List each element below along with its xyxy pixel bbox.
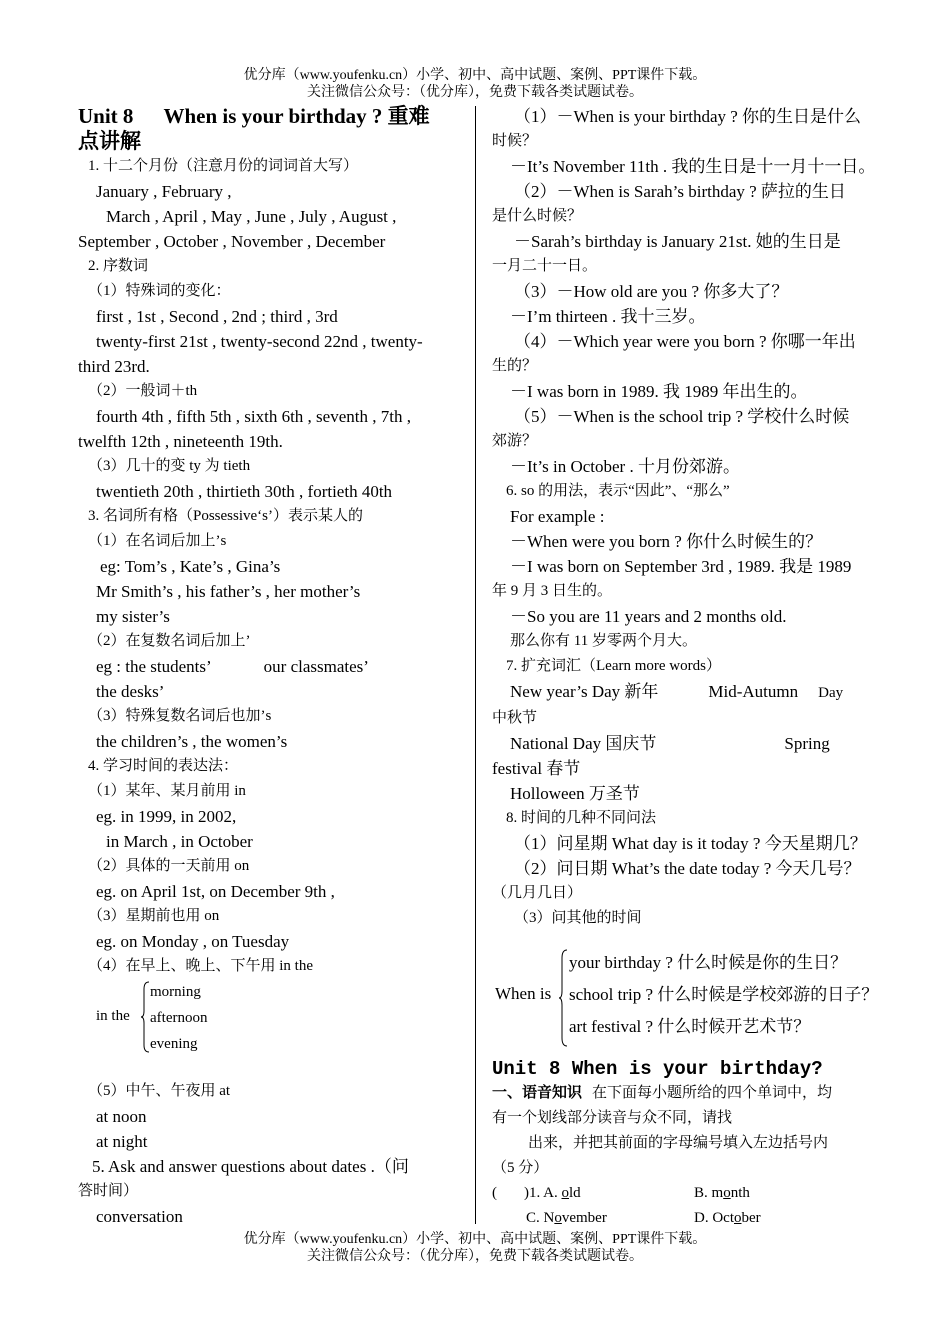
example-line-5: 那么你有 11 岁零两个月大。 [510, 633, 697, 649]
vocab-line-2: 中秋节 [492, 710, 538, 726]
when-is-label: When is [495, 984, 552, 1003]
option-a-rest: ld [569, 1185, 581, 1201]
question-1-number: )1. A. [524, 1185, 562, 1201]
ordinal-line-2: twenty-first 21st , twenty-second 22nd , twenty- [96, 332, 423, 351]
option-c-rest: vember [561, 1210, 607, 1226]
dialog-4-a: －I was born in 1989. 我 1989 年出生的。 [510, 382, 808, 401]
in-the-brace-group [78, 979, 462, 1055]
vocab-line-1 [492, 679, 877, 706]
option-c-pre: C. N [526, 1210, 555, 1226]
option-c [526, 1206, 607, 1231]
question-1-label [524, 1181, 581, 1206]
part-1-instruction-3: 出来，并把其前面的字母编号填入左边括号内 [528, 1135, 829, 1151]
dialog-2-q: （2）－When is Sarah’s birthday ? 萨拉的生日 [514, 182, 846, 201]
dialog-2-a-cont: 一月二十一日。 [492, 258, 598, 274]
time-line-2: in March , in October [106, 832, 253, 851]
dialog-2-a: －Sarah’s birthday is January 21st. 她的生日是 [514, 232, 841, 251]
vocab-line-5: Holloween 万圣节 [510, 784, 640, 803]
question-1-row-2 [492, 1206, 877, 1231]
part-1-label: 一、语音知识 [492, 1085, 583, 1101]
option-your-birthday: your birthday ? 什么时候是你的生日？ [569, 953, 848, 972]
section-5-text: 5. Ask and answer questions about dates .（问 [92, 1157, 409, 1176]
option-b-pre: B. m [694, 1185, 724, 1201]
brace-icon [140, 981, 150, 1053]
section-4-4: （4）在早上、晚上、下午用 in the [88, 958, 313, 974]
section-1-heading: 1. 十二个月份（注意月份的词词首大写） [88, 158, 359, 174]
section-2-3: （3）几十的变 ty 为 tieth [88, 458, 251, 474]
ask-date-cont: （几月几日） [492, 885, 583, 901]
possessive-line-4 [78, 654, 462, 679]
time-line-4: eg. on Monday , on Tuesday [96, 932, 290, 951]
section-2-heading: 2. 序数词 [88, 258, 149, 274]
example-line-3: 年 9 月 3 日生的。 [492, 583, 613, 599]
title-main: When is your birthday ? 重难 [163, 104, 430, 128]
dialog-5-q-cont: 郊游？ [492, 433, 538, 449]
section-4-1: （1）某年、某月前用 in [88, 783, 246, 799]
answer-bracket-open[interactable]: ( [492, 1185, 497, 1201]
section-4-5: （5）中午、午夜用 at [88, 1083, 231, 1099]
example-label: For example : [510, 507, 605, 526]
when-is-brace-group [492, 947, 877, 1051]
ordinal-line-3: third 23rd. [78, 357, 150, 376]
section-4-heading: 4. 学习时间的表达法： [88, 758, 239, 774]
footer-line-2: 关注微信公众号：（优分库），免费下载各类试题试卷。 [307, 1249, 643, 1264]
option-morning: morning [150, 984, 201, 1000]
vocab-spring: Spring [784, 734, 830, 753]
part-1-score: （5 分） [492, 1160, 549, 1176]
section-3-heading: 3. 名词所有格（Possessive‘s’）表示某人的 [88, 508, 364, 524]
dialog-2-q-cont: 是什么时候？ [492, 208, 583, 224]
header-line-2: 关注微信公众号：（优分库），免费下载各类试题试卷。 [307, 85, 643, 100]
option-afternoon: afternoon [150, 1010, 208, 1026]
option-evening: evening [150, 1036, 198, 1052]
section-4-3: （3）星期前也用 on [88, 908, 220, 924]
section-6-heading: 6. so 的用法，表示“因此”、“那么” [506, 483, 730, 499]
in-the-options [150, 979, 207, 1057]
possessive-line-6: the children’s , the women’s [96, 732, 288, 751]
option-d-pre: D. Oct [694, 1210, 734, 1226]
ordinal-line-5: twelfth 12th , nineteenth 19th. [78, 432, 283, 451]
vocab-national-day: National Day 国庆节 [510, 734, 657, 753]
section-3-2: （2）在复数名词后加上’ [88, 633, 251, 649]
dialog-1-a: －It’s November 11th . 我的生日是十一月十一日。 [510, 157, 876, 176]
option-b-underlined: o [723, 1185, 731, 1201]
page-footer [0, 1231, 950, 1265]
possessive-classmates: our classmates’ [263, 657, 369, 676]
part-1-text: 在下面每小题所给的四个单词中，均 [592, 1085, 833, 1101]
section-7-heading: 7. 扩充词汇（Learn more words） [506, 658, 721, 674]
page-title-cont: 点讲解 [78, 129, 141, 153]
option-b [694, 1181, 750, 1206]
part-1-instruction [492, 1081, 877, 1106]
column-divider [475, 106, 476, 1224]
section-3-3: （3）特殊复数名词后也加’s [88, 708, 272, 724]
possessive-students: eg : the students’ [96, 657, 212, 676]
title-unit: Unit 8 [78, 104, 134, 128]
conversation-label: conversation [96, 1207, 183, 1226]
brace-icon [558, 949, 568, 1047]
option-b-rest: nth [730, 1185, 750, 1201]
section-5-heading [78, 1154, 462, 1179]
dialog-1-q: （1）－When is your birthday ? 你的生日是什么 [514, 107, 862, 126]
header-line-1: 优分库（www.youfenku.cn）小学、初中、高中试题、案例、PPT课件下载。 [243, 68, 707, 83]
months-line-3: September , October , November , December [78, 232, 386, 251]
possessive-line-3: my sister’s [96, 607, 170, 626]
possessive-line-5: the desks’ [96, 682, 165, 701]
months-line-1: January , February , [96, 182, 232, 201]
dialog-3-a: －I’m thirteen . 我十三岁。 [510, 307, 706, 326]
dialog-5-q: （5）－When is the school trip ? 学校什么时候 [514, 407, 850, 426]
ordinal-line-4: fourth 4th , fifth 5th , sixth 6th , seventh , 7th , [96, 407, 411, 426]
dialog-1-q-cont: 时候？ [492, 133, 538, 149]
ask-day: （1）问星期 What day is it today ? 今天星期几？ [514, 834, 867, 853]
when-is-options [569, 947, 878, 1043]
in-the-label: in the [96, 1008, 130, 1024]
ordinal-line-6: twentieth 20th , thirtieth 30th , fortieth 40th [96, 482, 393, 501]
section-2-2: （2）一般词＋th [88, 383, 198, 399]
part-1-instruction-2: 有一个划线部分读音与众不同，请找 [492, 1110, 733, 1126]
example-line-4: －So you are 11 years and 2 months old. [510, 607, 787, 626]
option-d-underlined: o [734, 1210, 742, 1226]
example-line-2: －I was born on September 3rd , 1989. 我是 1989 [510, 557, 852, 576]
time-line-1: eg. in 1999, in 2002, [96, 807, 237, 826]
option-art-festival: art festival ? 什么时候开艺术节？ [569, 1017, 811, 1036]
dialog-4-q-cont: 生的？ [492, 358, 538, 374]
dialog-3-q: （3）－How old are you ? 你多大了？ [514, 282, 789, 301]
option-c-underlined: o [554, 1210, 562, 1226]
dialog-5-a: －It’s in October . 十月份郊游。 [510, 457, 740, 476]
time-line-5: at noon [96, 1107, 147, 1126]
ask-date: （2）问日期 What’s the date today ? 今天几号？ [514, 859, 861, 878]
footer-line-1: 优分库（www.youfenku.cn）小学、初中、高中试题、案例、PPT课件下载。 [243, 1232, 707, 1247]
left-column [78, 104, 462, 1229]
vocab-line-3 [492, 731, 877, 756]
section-8-heading: 8. 时间的几种不同问法 [506, 810, 657, 826]
example-line-1: －When were you born ? 你什么时候生的？ [510, 532, 823, 551]
option-a-underlined: o [561, 1185, 569, 1201]
vocab-day: Day [818, 685, 844, 701]
section-3-1: （1）在名词后加上’s [88, 533, 227, 549]
exercise-title: Unit 8 When is your birthday? [492, 1058, 823, 1080]
option-d [694, 1206, 761, 1231]
vocab-new-year: New year’s Day 新年 [510, 682, 659, 701]
page-header [0, 67, 950, 101]
ask-other: （3）问其他的时间 [514, 910, 642, 926]
vocab-line-4: festival 春节 [492, 759, 581, 778]
months-line-2: March , April , May , June , July , August , [106, 207, 397, 226]
time-line-3: eg. on April 1st, on December 9th , [96, 882, 335, 901]
option-school-trip: school trip ? 什么时候是学校郊游的日子？ [569, 985, 879, 1004]
option-d-rest: ber [741, 1210, 761, 1226]
dialog-4-q: （4）－Which year were you born ? 你哪一年出 [514, 332, 856, 351]
question-1-row-1 [492, 1181, 877, 1206]
ordinal-line-1: first , 1st , Second , 2nd ; third , 3rd [96, 307, 338, 326]
vocab-mid-autumn: Mid-Autumn [708, 682, 799, 701]
section-5-cont: 答时间） [78, 1183, 139, 1199]
page-title [78, 104, 462, 129]
possessive-line-2: Mr Smith’s , his father’s , her mother’s [96, 582, 361, 601]
possessive-line-1: eg: Tom’s , Kate’s , Gina’s [100, 557, 281, 576]
time-line-6: at night [96, 1132, 148, 1151]
section-2-1: （1）特殊词的变化： [88, 283, 231, 299]
section-4-2: （2）具体的一天前用 on [88, 858, 250, 874]
right-column [492, 104, 877, 1231]
